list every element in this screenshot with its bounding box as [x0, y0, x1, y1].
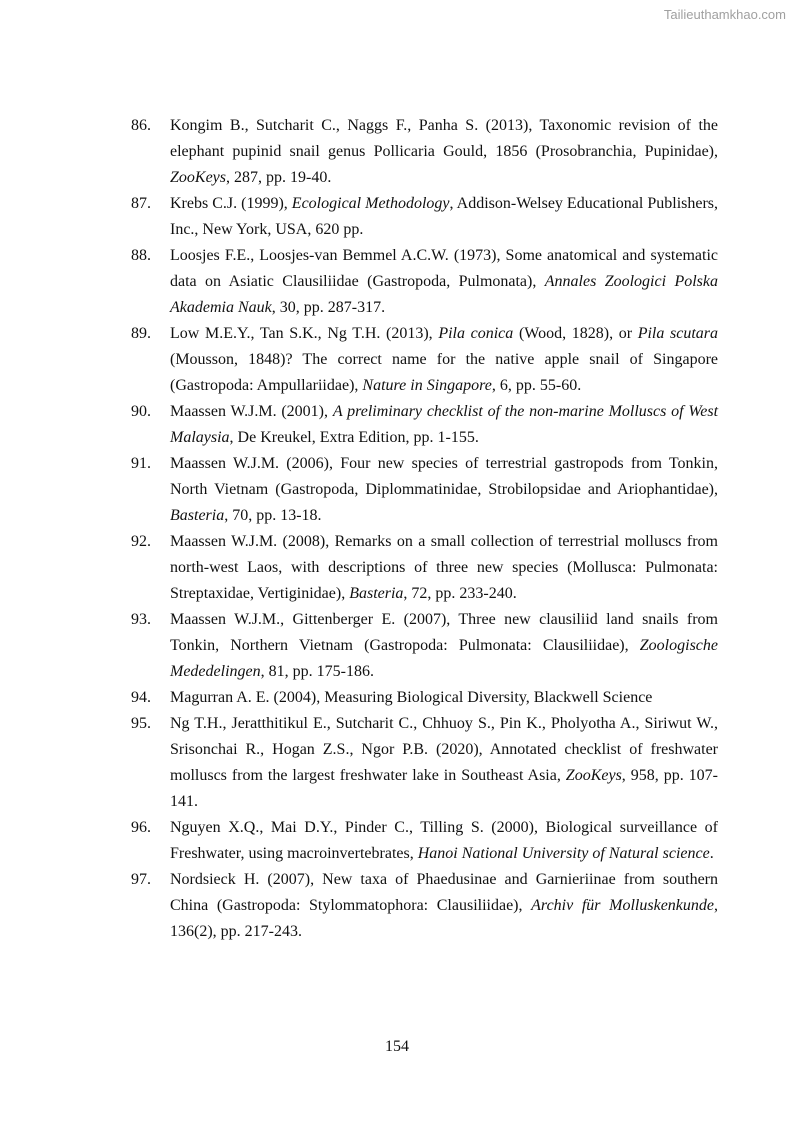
watermark-text: Tailieuthamkhao.com: [663, 7, 786, 22]
reference-text: [170, 117, 718, 186]
reference-text: [170, 611, 718, 680]
reference-text-segment: Low M.E.Y., Tan S.K., Ng T.H. (2013),: [170, 325, 439, 342]
reference-text: [170, 715, 718, 810]
reference-number: 86.: [131, 117, 151, 134]
reference-text: [170, 689, 652, 706]
reference-text-segment: Maassen W.J.M., Gittenberger E. (2007), Three new clausiliid land snails from Tonkin, Northern Vietnam (Gastropoda: Pulmonata: Clausiliidae),: [170, 611, 718, 654]
reference-text-segment: (Wood, 1828), or: [513, 325, 638, 342]
reference-text-segment: , 81, pp. 175-186.: [260, 663, 374, 680]
reference-number: 95.: [131, 715, 151, 732]
reference-text-segment: Loosjes F.E., Loosjes-van Bemmel A.C.W. (1973), Some anatomical and systematic data on Asiatic Clausiliidae (Gastropoda, Pulmonata),: [170, 247, 718, 290]
reference-number: 96.: [131, 819, 151, 836]
reference-text: [170, 455, 718, 524]
reference-item: [0, 607, 718, 685]
reference-text-segment: Krebs C.J. (1999),: [170, 195, 292, 212]
reference-list: [0, 113, 794, 945]
reference-italic-title: Ecological Methodology: [291, 195, 450, 212]
reference-text-segment: , 287, pp. 19-40.: [226, 169, 332, 186]
reference-text-segment: , 72, pp. 233-240.: [403, 585, 517, 602]
reference-text-segment: (Mousson, 1848)? The correct name for the native apple snail of Singapore (Gastropoda: Ampullariidae),: [170, 351, 718, 394]
reference-item: [0, 529, 718, 607]
reference-number: 91.: [131, 455, 151, 472]
reference-text: [170, 247, 718, 316]
reference-number: 87.: [131, 195, 151, 212]
reference-text-segment: Maassen W.J.M. (2006), Four new species of terrestrial gastropods from Tonkin, North Vietnam (Gastropoda, Diplommatinidae, Strobilopsidae and Ariophantidae),: [170, 455, 718, 498]
reference-text: [170, 819, 718, 862]
reference-text-segment: Nguyen X.Q., Mai D.Y., Pinder C., Tilling S. (2000), Biological surveillance of Freshwater, using macroinvertebrates,: [170, 819, 718, 862]
reference-text: [170, 325, 718, 394]
reference-item: [0, 815, 718, 867]
reference-italic-title: Hanoi National University of Natural science: [417, 845, 710, 862]
reference-text-segment: .: [709, 845, 714, 862]
reference-number: 88.: [131, 247, 151, 264]
reference-item: [0, 191, 718, 243]
reference-item: [0, 113, 718, 191]
reference-text-segment: Kongim B., Sutcharit C., Naggs F., Panha S. (2013), Taxonomic revision of the elephant pupinid snail genus Pollicaria Gould, 1856 (Prosobranchia, Pupinidae),: [170, 117, 718, 160]
reference-text-segment: Nordsieck H. (2007), New taxa of Phaedusinae and Garnieriinae from southern China (Gastropoda: Stylommatophora: Clausiliidae),: [170, 871, 718, 914]
reference-text-segment: Maassen W.J.M. (2008), Remarks on a small collection of terrestrial molluscs from north-west Laos, with descriptions of three new species (Mollusca: Pulmonata: Streptaxidae, Vertiginidae),: [170, 533, 718, 602]
reference-italic-title: A preliminary checklist of the non-marine Molluscs of West Malaysia: [170, 403, 719, 446]
reference-number: 97.: [131, 871, 151, 888]
reference-text-segment: , 70, pp. 13-18.: [224, 507, 322, 524]
reference-text-segment: , Addison-Welsey Educational Publishers, Inc., New York, USA, 620 pp.: [170, 195, 719, 238]
reference-item: [0, 451, 718, 529]
reference-italic-title: ZooKeys: [170, 169, 226, 186]
reference-italic-title: Zoologische Mededelingen: [170, 637, 718, 680]
reference-italic-title: Pila conica: [438, 325, 514, 342]
reference-number: 93.: [131, 611, 151, 628]
reference-italic-title: Basteria: [349, 585, 404, 602]
reference-item: [0, 711, 718, 815]
reference-item: [0, 867, 718, 945]
reference-number: 92.: [131, 533, 151, 550]
reference-italic-title: Pila scutara: [637, 325, 718, 342]
reference-item: [0, 685, 718, 711]
reference-text-segment: , 958, pp. 107-141.: [170, 767, 719, 810]
reference-text-segment: Ng T.H., Jeratthitikul E., Sutcharit C., Chhuoy S., Pin K., Pholyotha A., Siriwut W., Srisonchai R., Hogan Z.S., Ngor P.B. (2020), Annotated checklist of freshwater molluscs from the largest freshwater lake in Southeast Asia,: [170, 715, 718, 784]
reference-number: 90.: [131, 403, 151, 420]
reference-text-segment: Maassen W.J.M. (2001),: [170, 403, 333, 420]
reference-italic-title: Nature in Singapore: [362, 377, 492, 394]
reference-text-segment: , 30, pp. 287-317.: [271, 299, 386, 316]
reference-text: [170, 195, 718, 238]
reference-text-segment: , 6, pp. 55-60.: [491, 377, 582, 394]
reference-item: [0, 399, 718, 451]
reference-italic-title: Basteria: [170, 507, 225, 524]
reference-number: 94.: [131, 689, 151, 706]
reference-number: 89.: [131, 325, 151, 342]
reference-text-segment: Magurran A. E. (2004), Measuring Biological Diversity, Blackwell Science: [170, 689, 653, 706]
reference-item: [0, 321, 718, 399]
reference-text-segment: , De Kreukel, Extra Edition, pp. 1-155.: [229, 429, 479, 446]
reference-item: [0, 243, 718, 321]
reference-text-segment: , 136(2), pp. 217-243.: [170, 897, 719, 940]
page-number: 154: [385, 1038, 409, 1055]
reference-italic-title: Annales Zoologici Polska Akademia Nauk: [170, 273, 718, 316]
reference-text: [170, 533, 718, 602]
reference-text: [170, 403, 718, 446]
reference-italic-title: Archiv für Molluskenkunde: [531, 897, 715, 914]
reference-text: [170, 871, 718, 940]
reference-italic-title: ZooKeys: [565, 767, 622, 784]
